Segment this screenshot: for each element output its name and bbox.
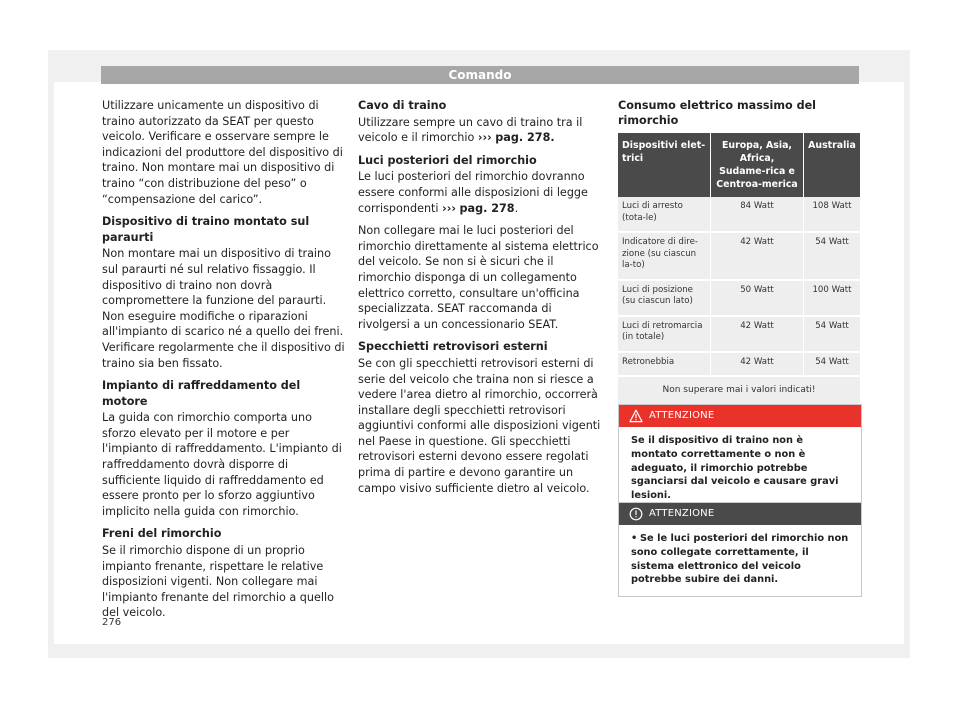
column-middle [358, 98, 603, 503]
warning-label: ATTENZIONE [649, 508, 715, 519]
warning-text: Se le luci posteriori del rimorchio non sono collegate correttamente, il sistema elettronico del veicolo potrebbe subire dei danni. [631, 533, 849, 586]
page-ref-arrow: ››› [477, 131, 492, 145]
section-title-mirrors: Specchietti retrovisori esterni [358, 340, 548, 354]
table-cell: Indicatore di dire-zione (su ciascun la-to) [618, 232, 711, 280]
section-title-bumper: Dispositivo di traino montato sul paraurti [102, 215, 310, 244]
table-header-row [618, 133, 860, 197]
warning-triangle-icon [629, 409, 643, 423]
warning-text-block [619, 525, 861, 596]
sentence-end: . [514, 201, 519, 215]
table-cell: 84 Watt [711, 197, 804, 232]
section-body-cable [358, 115, 603, 146]
cable-text: Utilizzare sempre un cavo di traino tra il veicolo e il rimorchio [358, 115, 583, 145]
table-footer-row [618, 376, 860, 408]
rear-lights-text: Le luci posteriori del rimorchio dovranno essere conformi alle disposizioni di legge corrispondenti [358, 170, 588, 215]
intro-paragraph: Utilizzare unicamente un dispositivo di traino autorizzato da SEAT per questo veicolo. Verificare e osservare sempre le indicazioni del produttore del dispositivo di traino. Non montare mai un dispositivo di traino “con distribuzione del peso” o “compensazione del carico”. [102, 99, 343, 206]
table-cell: 42 Watt [711, 316, 804, 352]
info-circle-icon [629, 507, 643, 521]
table-cell: 108 Watt [804, 197, 861, 232]
section-body-cooling: La guida con rimorchio comporta uno sforzo elevato per il motore e per l'impianto di raffreddamento. L'impianto di raffreddamento dovrà disporre di sufficiente liquido di raffreddamento ed essere pronto per lo sforzo aggiuntivo implicito nella guida con rimorchio. [102, 411, 342, 518]
warning-box-dark [618, 502, 862, 597]
column-header: Australia [804, 133, 861, 197]
table-cell: Luci di retromarcia (in totale) [618, 316, 711, 352]
table-cell: 100 Watt [804, 280, 861, 316]
warning-header [619, 405, 861, 427]
page-ref-arrow: ››› [442, 201, 456, 215]
section-body-brakes: Se il rimorchio dispone di un proprio impianto frenante, rispettare le relative disposizioni vigenti. Non collegare mai l'impianto frenante del rimorchio a quello del veicolo. [102, 544, 334, 620]
table-row [618, 197, 860, 232]
section-body-bumper: Non montare mai un dispositivo di traino sul paraurti né sul relativo fissaggio. Il dispositivo di traino non dovrà compromettere la funzione del paraurti. Non eseguire modifiche o riparazioni all'impianto di scarico né a quello dei freni. Verificare regolarmente che il dispositivo di traino sia ben fissato. [102, 247, 345, 370]
table-cell: 54 Watt [804, 316, 861, 352]
column-right [618, 98, 860, 409]
table-cell: 42 Watt [711, 232, 804, 280]
section-header: Comando [101, 66, 859, 84]
table-cell: 42 Watt [711, 352, 804, 377]
warning-box-red [618, 404, 862, 513]
page-ref-link[interactable]: pag. 278 [459, 201, 515, 215]
page-number: 276 [102, 617, 122, 628]
warning-text: Se il dispositivo di traino non è montato correttamente o non è adeguato, il rimorchio potrebbe sganciarsi dal veicolo e causare gravi lesioni. [631, 435, 839, 502]
table-cell: 54 Watt [804, 232, 861, 280]
section-body-mirrors: Se con gli specchietti retrovisori esterni di serie del veicolo che traina non si riesce a vedere l'area dietro al rimorchio, occorrerà installare degli specchietti retrovisori aggiuntivi conformi alle disposizioni vigenti nel Paese in questione. Gli specchietti retrovisori esterni devono essere regolati prima di partire e devono garantire un campo visivo sufficiente dietro al veicolo. [358, 356, 601, 495]
column-header: Europa, Asia, Africa, Sudame-rica e Centroa-merica [711, 133, 804, 197]
column-header: Dispositivi elet-trici [618, 133, 711, 197]
column-left [102, 98, 347, 628]
section-title-cooling: Impianto di raffreddamento del motore [102, 379, 301, 408]
table-title: Consumo elettrico massimo del rimorchio [618, 99, 817, 127]
section-title-rear-lights: Luci posteriori del rimorchio [358, 153, 537, 167]
table-cell: Luci di posizione (su ciascun lato) [618, 280, 711, 316]
section-title-cable: Cavo di traino [358, 99, 447, 112]
table-footer-note: Non superare mai i valori indicati! [618, 376, 860, 408]
table-cell: 54 Watt [804, 352, 861, 377]
section-title-brakes: Freni del rimorchio [102, 527, 222, 541]
table-cell: 50 Watt [711, 280, 804, 316]
section-body-rear-lights-2: Non collegare mai le luci posteriori del rimorchio direttamente al sistema elettrico del veicolo. Se non si è sicuri che il rimorchio disponga di un collegamento elettrico corretto, consultare un'officina specializzata. SEAT raccomanda di rivolgersi a un concessionario SEAT. [358, 224, 599, 331]
table-row [618, 280, 860, 316]
table-row [618, 316, 860, 352]
table-cell: Retronebbia [618, 352, 711, 377]
section-body-rear-lights [358, 169, 603, 216]
table-row [618, 352, 860, 377]
power-consumption-table [618, 133, 860, 409]
warning-header [619, 503, 861, 525]
page-ref-link[interactable]: pag. 278. [495, 131, 555, 145]
table-cell: Luci di arresto (tota-le) [618, 197, 711, 232]
warning-label: ATTENZIONE [649, 410, 715, 421]
bullet-marker: • [631, 533, 638, 544]
table-row [618, 232, 860, 280]
